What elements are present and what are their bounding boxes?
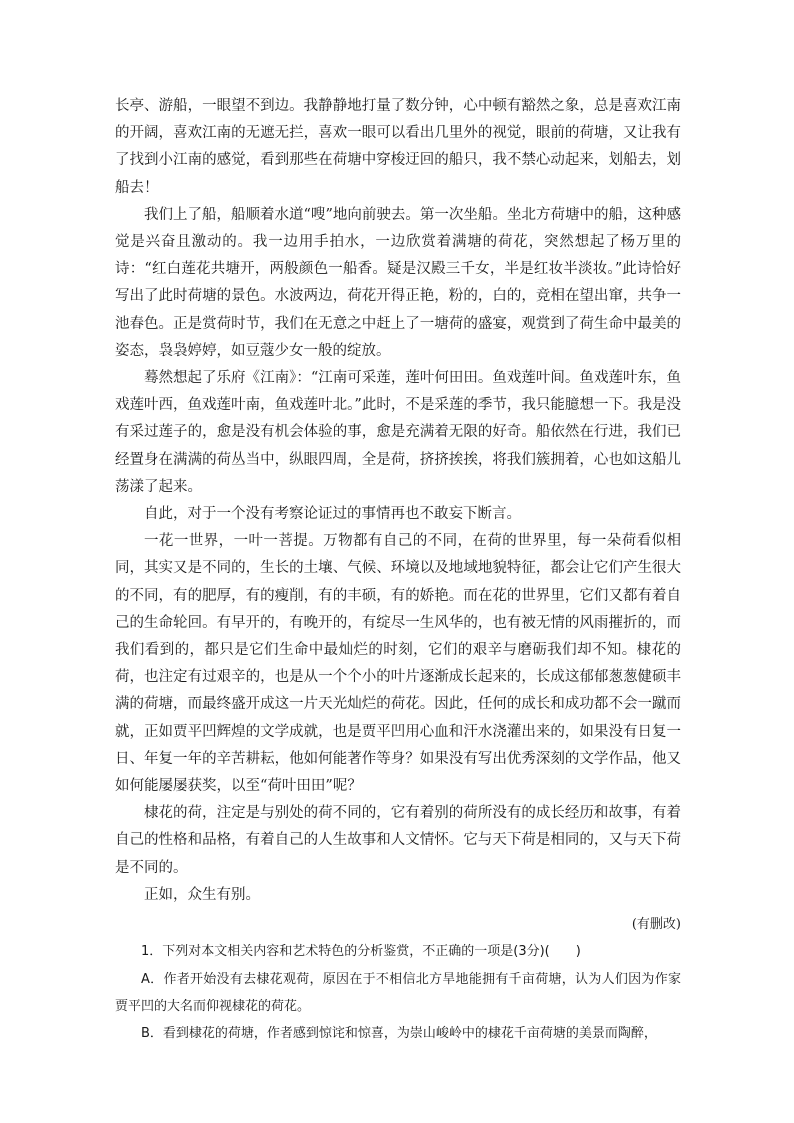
article-paragraph-2: 我们上了船，船顺着水道“嗖”地向前驶去。第一次坐船。坐北方荷塘中的船，这种感觉是兴奋且激动的。我一边用手拍水，一边欣赏着满塘的荷花，突然想起了杨万里的诗：“红白莲花共塘开，两般颜色一船香。疑是汉殿三千女，半是红妆半淡妆。”此诗恰好写出了此时荷塘的景色。水波两边，荷花开得正艳，粉的，白的，竞相在望出窜，共争一池春色。正是赏荷时节，我们在无意之中赶上了一塘荷的盛宴，观赏到了荷生命中最美的姿态，袅袅婷婷，如豆蔻少女一般的绽放。 bbox=[115, 206, 681, 359]
document-page bbox=[115, 93, 681, 1048]
article-paragraph-1: 长亭、游船，一眼望不到边。我静静地打量了数分钟，心中顿有豁然之象，总是喜欢江南的开阔，喜欢江南的无遮无拦，喜欢一眼可以看出几里外的视觉，眼前的荷塘，又让我有了找到小江南的感觉，看到那些在荷塘中穿梭迂回的船只，我不禁心动起来，划船去，划船去！ bbox=[115, 98, 681, 196]
article-paragraph-7: 正如，众生有别。 bbox=[144, 886, 260, 903]
source-note: (有删改) bbox=[631, 917, 681, 933]
question-1-stem: 1．下列对本文相关内容和艺术特色的分析鉴赏，不正确的一项是(3分)( ) bbox=[141, 944, 581, 960]
article-paragraph-5: 一花一世界，一叶一菩提。万物都有自己的不同，在荷的世界里，每一朵荷看似相同，其实又是不同的，生长的土壤、气候、环境以及地域地貌特征，都会让它们产生很大的不同，有的肥厚，有的瘦削，有的丰硕，有的娇艳。而在花的世界里，它们又都有着自己的生命轮回。有早开的，有晚开的，有绽尽一生风华的，也有被无情的风雨摧折的，而我们看到的，都只是它们生命中最灿烂的时刻，它们的艰辛与磨砺我们却不知。棣花的荷，也注定有过艰辛的，也是从一个个小的叶片逐渐成长起来的，长成这郁郁葱葱健硕丰满的荷塘，而最终盛开成这一片天光灿烂的荷花。因此，任何的成长和成功都不会一蹴而就，正如贾平凹辉煌的文学成就，也是贾平凹用心血和汗水浇灌出来的，如果没有日复一日、年复一年的辛苦耕耘，他如何能著作等身？如果没有写出优秀深刻的文学作品，他又如何能屡屡获奖，以至“荷叶田田”呢？ bbox=[115, 533, 681, 795]
article-paragraph-4: 自此，对于一个没有考察论证过的事情再也不敢妄下断言。 bbox=[144, 506, 521, 523]
question-1-option-b: B．看到棣花的荷塘，作者感到惊诧和惊喜，为崇山峻岭中的棣花千亩荷塘的美景而陶醉， bbox=[141, 1026, 657, 1042]
article-paragraph-6: 棣花的荷，注定是与别处的荷不同的，它有着别的荷所没有的成长经历和故事，有着自己的性格和品格，有着自己的人生故事和人文情怀。它与天下荷是相同的，又与天下荷是不同的。 bbox=[115, 805, 681, 876]
question-1-option-a: A．作者开始没有去棣花观荷，原因在于不相信北方旱地能拥有千亩荷塘，认为人们因为作家贾平凹的大名而仰视棣花的荷花。 bbox=[115, 971, 681, 1014]
article-paragraph-3: 蓦然想起了乐府《江南》：“江南可采莲，莲叶何田田。鱼戏莲叶间。鱼戏莲叶东，鱼戏莲叶西，鱼戏莲叶南，鱼戏莲叶北。”此时，不是采莲的季节，我只能臆想一下。我是没有采过莲子的，愈是没有机会体验的事，愈是充满着无限的好奇。船依然在行进，我们已经置身在满满的荷丛当中，纵眼四周，全是荷，挤挤挨挨，将我们簇拥着，心也如这船儿荡漾了起来。 bbox=[115, 370, 681, 495]
